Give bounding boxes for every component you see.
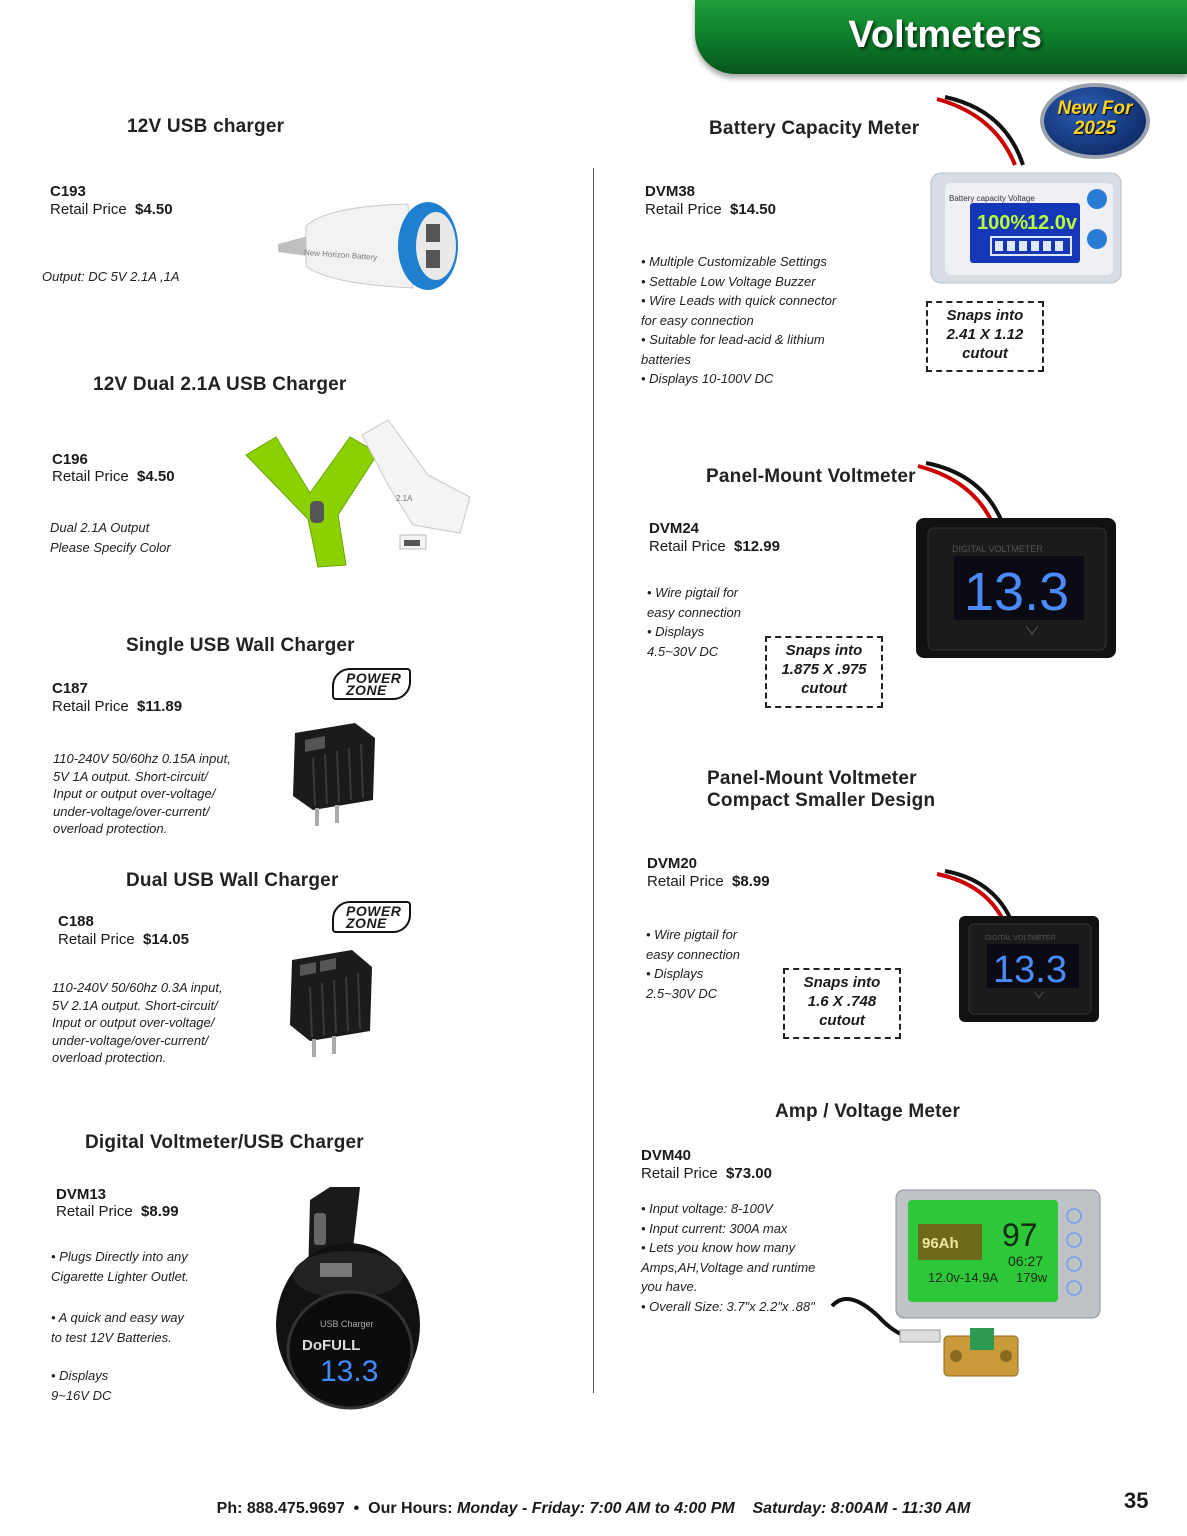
sku-dvm20: DVM20 — [647, 855, 698, 872]
dvm40-percent-readout: 97 — [1002, 1217, 1038, 1253]
power-zone-logo: POWER ZONE — [332, 901, 411, 933]
c187-wall-charger-image — [285, 718, 380, 830]
sku-dvm40: DVM40 — [641, 1147, 692, 1164]
dvm38-percent-readout: 100% — [977, 212, 1029, 234]
product-title-dvm38: Battery Capacity Meter — [709, 118, 920, 139]
price-dvm20: Retail Price $8.99 — [647, 873, 770, 890]
sku-c187: C187 — [52, 680, 88, 697]
product-title-c188: Dual USB Wall Charger — [126, 870, 339, 891]
product-subtitle-dvm20: Compact Smaller Design — [707, 790, 936, 811]
dvm13-reading: 13.3 — [320, 1355, 379, 1388]
page-title: Voltmeters — [848, 14, 1042, 56]
dvm40-time-readout: 06:27 — [1008, 1253, 1044, 1269]
dvm13-usb-label: USB Charger — [320, 1319, 374, 1329]
dvm24-reading: 13.3 — [964, 562, 1070, 622]
dvm20-reading: 13.3 — [993, 949, 1067, 991]
description-c193: Output: DC 5V 2.1A ,1A — [42, 269, 180, 284]
description-dvm40: • Input voltage: 8-100V • Input current: 300A max • Lets you know how many Amps,AH,Voltage and runtime you have. • Overall Size: 3.7"x 2.2"x .88" — [641, 1201, 816, 1314]
sku-dvm38: DVM38 — [645, 183, 696, 200]
c188-wall-charger-image — [280, 945, 380, 1063]
new-for-2025-badge: New For 2025 — [1040, 83, 1150, 159]
footer-contact: Ph: 888.475.9697 • Our Hours: Monday - Friday: 7:00 AM to 4:00 PM Saturday: 8:00AM - 11:30 AM — [216, 1500, 971, 1517]
dvm24-panel-label: DIGITAL VOLTMETER — [952, 544, 1043, 554]
description-dvm13: • Plugs Directly into any Cigarette Lighter Outlet. • A quick and easy way to test 12V Batteries. • Displays 9~16V DC — [51, 1249, 190, 1403]
c196-y-charger-image — [238, 415, 478, 575]
dvm40-watts-readout: 179w — [1016, 1270, 1048, 1285]
c196-output-mark: 2.1A — [396, 494, 413, 503]
page-number: 35 — [1124, 1488, 1149, 1513]
sku-c188: C188 — [58, 913, 94, 930]
sku-c193: C193 — [50, 183, 86, 200]
snap-cutout-dvm38: Snaps into 2.41 X 1.12 cutout — [926, 301, 1044, 372]
price-dvm13: Retail Price $8.99 — [56, 1203, 179, 1220]
product-title-dvm20: Panel-Mount Voltmeter — [707, 768, 917, 789]
product-title-c187: Single USB Wall Charger — [126, 635, 355, 656]
price-c188: Retail Price $14.05 — [58, 931, 189, 948]
snap-cutout-dvm20: Snaps into 1.6 X .748 cutout — [783, 968, 901, 1039]
description-c187: 110-240V 50/60hz 0.15A input, 5V 1A output. Short-circuit/ Input or output over-voltage/ under-voltage/over-current/ overload protection. — [53, 751, 231, 836]
power-zone-logo: POWER ZONE — [332, 668, 411, 700]
sku-dvm13: DVM13 — [56, 1186, 107, 1203]
dvm40-range-readout: 12.0v-14.9A — [928, 1270, 999, 1285]
description-c188: 110-240V 50/60hz 0.3A input, 5V 2.1A output. Short-circuit/ Input or output over-voltage/ under-voltage/over-current/ overload protection. — [52, 980, 223, 1065]
dvm38-battery-meter-image — [925, 95, 1125, 290]
dvm40-amp-voltage-meter-image — [828, 1188, 1103, 1393]
header-banner — [695, 0, 1187, 74]
price-c187: Retail Price $11.89 — [52, 698, 183, 715]
dvm24-panel-voltmeter-image — [912, 460, 1122, 670]
description-dvm38: • Multiple Customizable Settings • Settable Low Voltage Buzzer • Wire Leads with quick connector for easy connection • Suitable for lead-acid & lithium batteries • Displays 10-100V DC — [641, 254, 837, 386]
dvm20-panel-voltmeter-image — [935, 868, 1105, 1033]
price-dvm24: Retail Price $12.99 — [649, 538, 780, 555]
description-dvm24: • Wire pigtail for easy connection • Displays 4.5~30V DC — [647, 585, 741, 659]
product-title-dvm40: Amp / Voltage Meter — [775, 1101, 961, 1122]
dvm20-panel-label: DIGITAL VOLTMETER — [985, 935, 1056, 942]
product-title-dvm24: Panel-Mount Voltmeter — [706, 466, 916, 487]
column-divider — [593, 168, 594, 1393]
dvm38-volt-readout: 12.0v — [1027, 212, 1078, 234]
description-c196: Dual 2.1A Output Please Specify Color — [50, 520, 171, 555]
dvm13-voltmeter-usb-image — [270, 1185, 430, 1420]
snap-cutout-dvm24: Snaps into 1.875 X .975 cutout — [765, 636, 883, 708]
product-title-dvm13: Digital Voltmeter/USB Charger — [85, 1132, 364, 1153]
dvm40-ah-readout: 96Ah — [922, 1235, 959, 1252]
product-title-c196: 12V Dual 2.1A USB Charger — [93, 374, 347, 395]
price-c196: Retail Price $4.50 — [52, 468, 175, 485]
price-c193: Retail Price $4.50 — [50, 201, 173, 218]
sku-c196: C196 — [52, 451, 88, 468]
price-dvm40: Retail Price $73.00 — [641, 1165, 772, 1182]
dvm38-display-label: Battery capacity Voltage — [949, 194, 1035, 203]
c193-car-charger-image — [268, 196, 463, 296]
dvm13-brand-label: DoFULL — [302, 1337, 361, 1354]
product-title-c193: 12V USB charger — [127, 116, 285, 137]
price-dvm38: Retail Price $14.50 — [645, 201, 776, 218]
description-dvm20: • Wire pigtail for easy connection • Displays 2.5~30V DC — [646, 927, 740, 1001]
sku-dvm24: DVM24 — [649, 520, 700, 537]
c193-brand-label: New Horizon Battery — [303, 247, 378, 263]
